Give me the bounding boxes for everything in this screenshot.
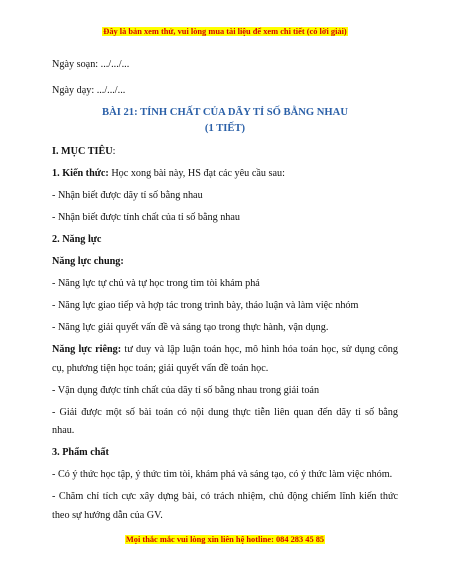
general-competence-item: - Năng lực giải quyết vấn đề và sáng tạo trong thực hành, vận dụng. [52, 322, 329, 333]
qualities-item: - Chăm chỉ tích cực xây dựng bài, có trách nhiệm, chủ động chiếm lĩnh kiến thức [52, 491, 398, 502]
knowledge-item: - Nhận biết được dãy tỉ số bằng nhau [52, 190, 203, 201]
specific-competence-item: - Giải được một số bài toán có nội dung thực tiễn liên quan đến dãy tỉ số bằng [52, 407, 398, 418]
knowledge-intro: Học xong bài này, HS đạt các yêu cầu sau: [108, 168, 285, 179]
qualities-heading: 3. Phẩm chất [52, 447, 109, 458]
specific-competence-text: tư duy và lập luận toán học, mô hình hóa toán học, sử dụng công [121, 344, 398, 355]
specific-competence-item-continued: nhau. [52, 425, 75, 436]
specific-competence-line [52, 343, 398, 356]
objectives-heading-label: I. MỤC TIÊU [52, 146, 113, 157]
preview-banner [0, 26, 450, 37]
knowledge-item: - Nhận biết được tính chất của tỉ số bằng nhau [52, 212, 241, 223]
preview-banner-text: Đây là bản xem thử, vui lòng mua tài liệu để xem chi tiết (có lời giải) [103, 27, 347, 36]
general-competence-item: - Năng lực giao tiếp và hợp tác trong trình bày, thảo luận và làm việc nhóm [52, 300, 359, 311]
hotline-banner-text: Mọi thắc mắc vui lòng xin liên hệ hotline: 084 283 45 85 [125, 535, 325, 544]
knowledge-line [52, 167, 398, 180]
lesson-periods: (1 TIẾT) [204, 123, 246, 134]
specific-competence-label: Năng lực riêng: [52, 344, 122, 355]
general-competence-item: - Năng lực tự chủ và tự học trong tìm tòi khám phá [52, 278, 260, 289]
prep-date: Ngày soạn: .../.../... [52, 59, 130, 70]
objectives-heading-colon: : [112, 146, 116, 157]
lesson-title: BÀI 21: TÍNH CHẤT CỦA DÃY TỈ SỐ BẰNG NHAU [102, 107, 348, 118]
knowledge-label: 1. Kiến thức: [52, 168, 109, 179]
teach-date: Ngày dạy: .../.../... [52, 85, 126, 96]
objectives-heading [52, 145, 398, 158]
qualities-item: - Có ý thức học tập, ý thức tìm tòi, khám phá và sáng tạo, có ý thức làm việc nhóm. [52, 469, 393, 480]
specific-competence-item: - Vận dụng được tính chất của dãy tỉ số bằng nhau trong giải toán [52, 385, 320, 396]
general-competence-label: Năng lực chung: [52, 256, 124, 267]
competence-heading: 2. Năng lực [52, 234, 102, 245]
hotline-banner [0, 534, 450, 545]
specific-competence-text-continued: cụ, phương tiện học toán; giải quyết vấn đề toán học. [52, 363, 269, 374]
qualities-item-continued: theo sự hướng dẫn của GV. [52, 510, 163, 521]
